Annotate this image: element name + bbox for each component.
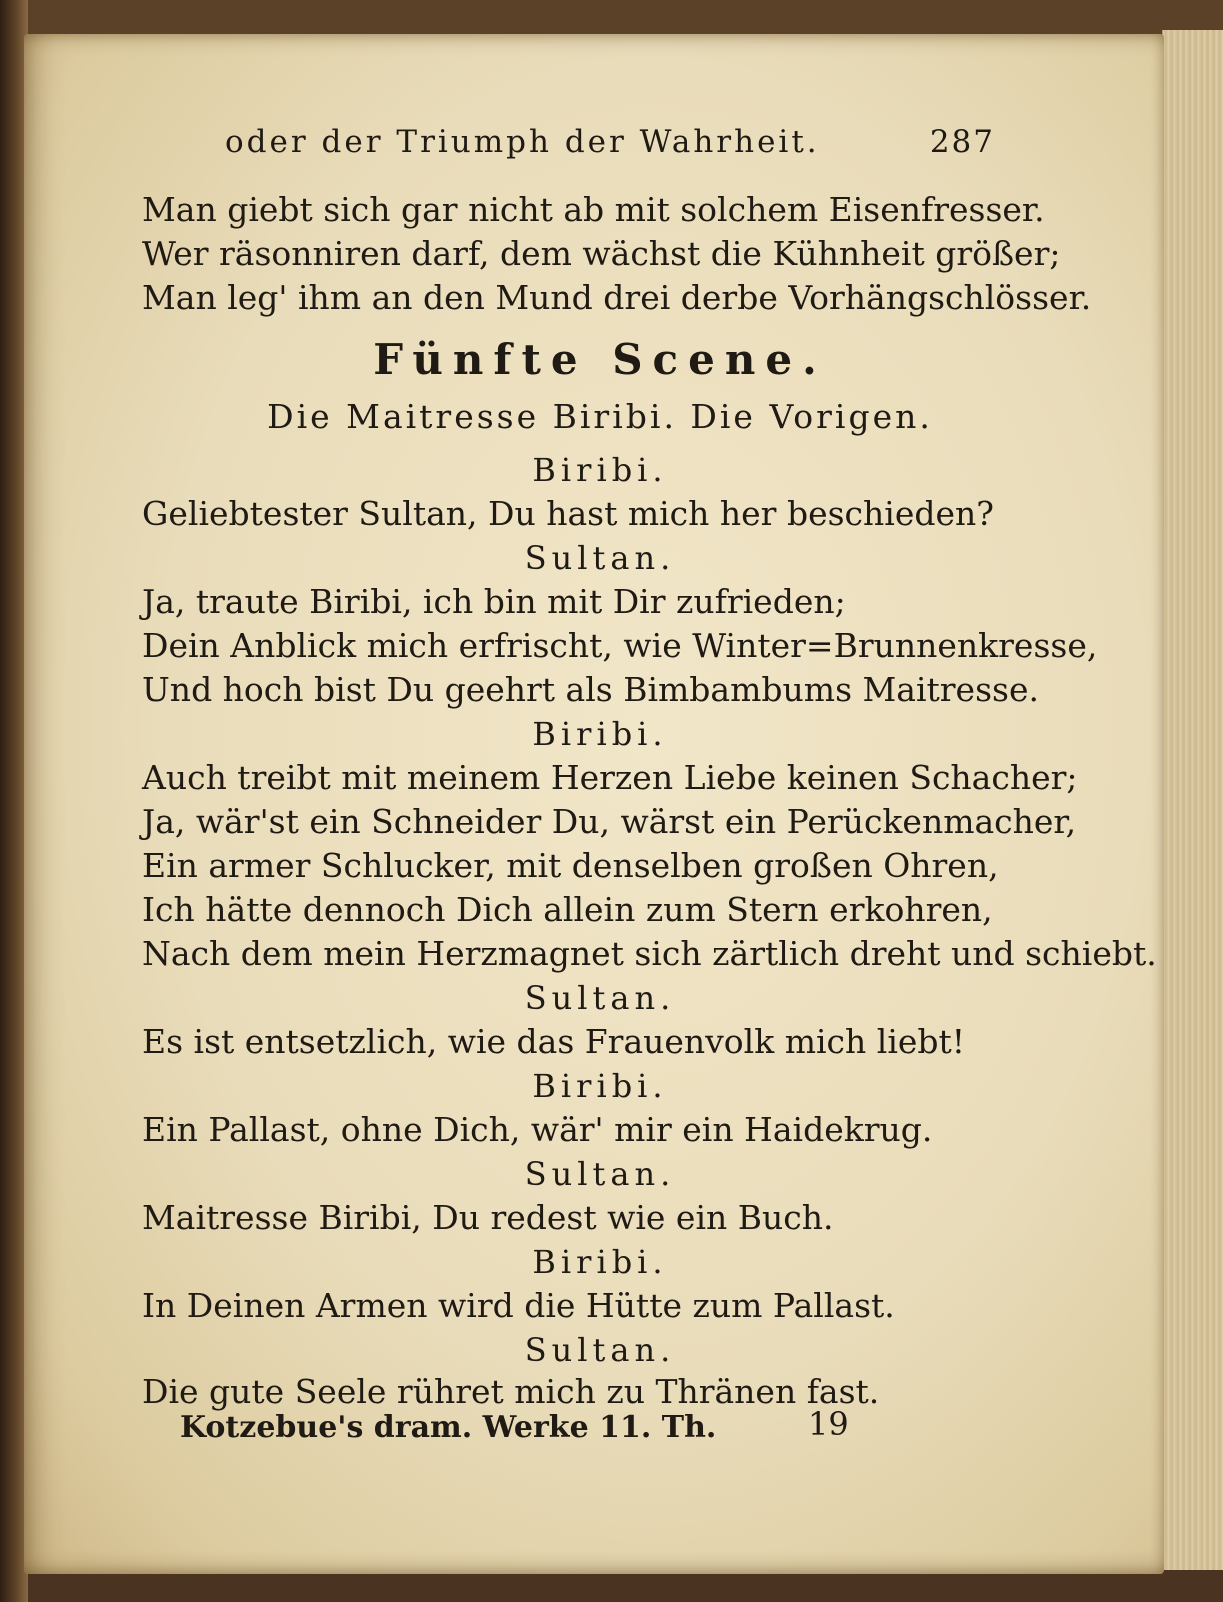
- verse-line: Auch treibt mit meinem Herzen Liebe keinen Schacher;: [142, 758, 1078, 797]
- verse-line: Wer räsonniren darf, dem wächst die Kühnheit größer;: [142, 234, 1061, 273]
- page-number: 287: [929, 124, 995, 160]
- verse-line: Dein Anblick mich erfrischt, wie Winter=Brunnenkresse,: [142, 626, 1098, 665]
- speaker-name: Sultan.: [524, 979, 676, 1017]
- verse-line: In Deinen Armen wird die Hütte zum Pallast.: [142, 1286, 895, 1325]
- speaker-name: Sultan.: [524, 1331, 676, 1369]
- scene-heading: Fünfte Scene.: [373, 335, 827, 384]
- verse-line: Die gute Seele rühret mich zu Thränen fast.: [142, 1372, 880, 1411]
- verse-line: Ich hätte dennoch Dich allein zum Stern erkohren,: [142, 890, 993, 929]
- page-edges: [1162, 30, 1223, 1570]
- verse-line: Und hoch bist Du geehrt als Bimbambums Maitresse.: [142, 670, 1039, 709]
- verse-line: Nach dem mein Herzmagnet sich zärtlich dreht und schiebt.: [142, 934, 1157, 973]
- verse-line: Ja, traute Biribi, ich bin mit Dir zufrieden;: [142, 582, 846, 621]
- speaker-name: Biribi.: [532, 451, 668, 489]
- sheet-number: 19: [808, 1405, 849, 1443]
- cast-list: Die Maitresse Biribi. Die Vorigen.: [267, 397, 933, 436]
- speaker-name: Biribi.: [532, 1243, 668, 1281]
- verse-line: Ein Pallast, ohne Dich, wär' mir ein Haidekrug.: [142, 1110, 933, 1149]
- verse-line: Maitresse Biribi, Du redest wie ein Buch.: [142, 1198, 834, 1237]
- running-title: oder der Triumph der Wahrheit.: [225, 124, 820, 160]
- verse-line: Ja, wär'st ein Schneider Du, wärst ein Perückenmacher,: [142, 802, 1077, 841]
- speaker-name: Biribi.: [532, 1067, 668, 1105]
- verse-line: Man giebt sich gar nicht ab mit solchem Eisenfresser.: [142, 190, 1045, 229]
- speaker-name: Sultan.: [524, 1155, 676, 1193]
- verse-line: Geliebtester Sultan, Du hast mich her beschieden?: [142, 494, 994, 533]
- verse-line: Ein armer Schlucker, mit denselben großen Ohren,: [142, 846, 999, 885]
- speaker-name: Sultan.: [524, 539, 676, 577]
- printer-signature: Kotzebue's dram. Werke 11. Th.: [180, 1410, 717, 1445]
- verse-line: Man leg' ihm an den Mund drei derbe Vorhängschlösser.: [142, 278, 1092, 317]
- verse-line: Es ist entsetzlich, wie das Frauenvolk mich liebt!: [142, 1022, 966, 1061]
- speaker-name: Biribi.: [532, 715, 668, 753]
